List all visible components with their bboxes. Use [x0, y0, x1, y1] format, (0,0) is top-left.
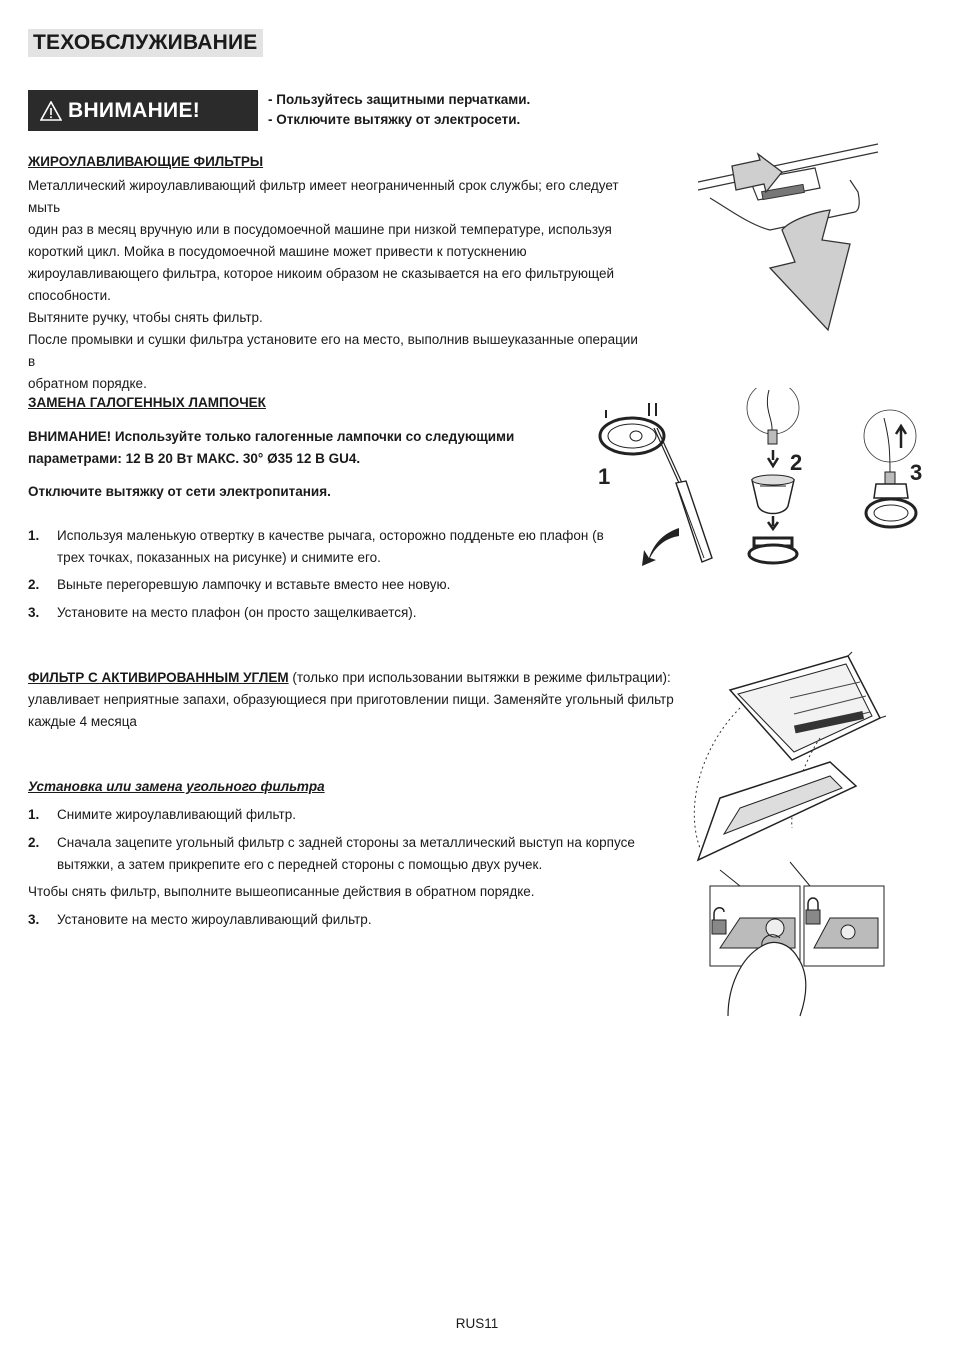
warning-triangle-icon — [40, 101, 62, 121]
carbon-step-1 — [28, 804, 648, 826]
step-number: 3. — [28, 605, 40, 620]
text-line: параметрами: 12 В 20 Вт МАКС. 30° Ø35 12 В GU4. — [28, 451, 361, 466]
step-number: 1. — [28, 807, 40, 822]
halogen-warning — [28, 426, 514, 470]
step-text: Используя маленькую отвертку в качестве рычага, осторожно подденьте ею плафон (в — [57, 528, 604, 543]
warning-label: ВНИМАНИЕ! — [68, 98, 201, 122]
text-line: ВНИМАНИЕ! Используйте только галогенные лампочки со следующими — [28, 429, 515, 444]
carbon-step-2 — [28, 832, 648, 876]
step-text: Установите на место плафон (он просто защелкивается). — [57, 605, 417, 620]
step-text: Установите на место жироулавливающий фильтр. — [57, 912, 372, 927]
text-line: Вытяните ручку, чтобы снять фильтр. — [28, 310, 263, 325]
text-line: один раз в месяц вручную или в посудомоечной машине при низкой температуре, используя — [28, 222, 612, 237]
grease-filters-heading: ЖИРОУЛАВЛИВАЮЩИЕ ФИЛЬТРЫ — [28, 154, 264, 169]
halogen-step-2 — [28, 574, 608, 596]
halogen-heading: ЗАМЕНА ГАЛОГЕННЫХ ЛАМПОЧЕК — [28, 395, 266, 410]
figure-label-1: 1 — [598, 464, 611, 489]
carbon-heading-line — [28, 667, 671, 689]
page-number: RUS11 — [455, 1316, 499, 1331]
grease-filters-text — [28, 175, 648, 395]
text-line: Металлический жироулавливающий фильтр имеет неограниченный срок службы; его следует мыть — [28, 178, 619, 215]
warning-line: - Отключите вытяжку от электросети. — [268, 112, 521, 127]
step-text: Снимите жироулавливающий фильтр. — [57, 807, 296, 822]
halogen-step-1 — [28, 525, 608, 569]
carbon-step-3 — [28, 909, 648, 931]
grease-filter-illustration — [690, 140, 890, 335]
figure-label-2: 2 — [790, 450, 803, 475]
text-line: короткий цикл. Мойка в посудомоечной машине может привести к потускнению — [28, 244, 527, 259]
halogen-step-3 — [28, 602, 608, 624]
carbon-filter-illustration — [680, 648, 890, 1018]
step-text: вытяжки, а затем прикрепите его с передней стороны с помощью двух ручек. — [57, 857, 543, 872]
figure-label-3: 3 — [910, 460, 923, 485]
halogen-disconnect: Отключите вытяжку от сети электропитания. — [28, 484, 331, 499]
step-text: Выньте перегоревшую лампочку и вставьте вместо нее новую. — [57, 577, 451, 592]
step-number: 1. — [28, 528, 40, 543]
step-text: трех точках, показанных на рисунке) и снимите его. — [57, 550, 381, 565]
carbon-subheading: Установка или замена угольного фильтра — [28, 779, 325, 794]
text-line: способности. — [28, 288, 111, 303]
warning-lines — [268, 90, 530, 130]
text-line: улавливает неприятные запахи, образующиеся при приготовлении пищи. Заменяйте угольный фильтр — [28, 692, 674, 707]
page-title: ТЕХОБСЛУЖИВАНИЕ — [28, 29, 263, 57]
step-text: Сначала зацепите угольный фильтр с задней стороны за металлический выступ на корпусе — [57, 835, 635, 850]
carbon-remove-note: Чтобы снять фильтр, выполните вышеописанные действия в обратном порядке. — [28, 884, 535, 899]
step-number: 3. — [28, 912, 40, 927]
text-line: жироулавливающего фильтра, которое никоим образом не сказывается на его фильтрующей — [28, 266, 615, 281]
warning-line: - Пользуйтесь защитными перчатками. — [268, 92, 531, 107]
halogen-lamp-illustration — [594, 388, 939, 573]
carbon-heading-rest: (только при использовании вытяжки в режиме фильтрации): — [288, 670, 671, 685]
text-line: каждые 4 месяца — [28, 714, 137, 729]
warning-box — [28, 90, 258, 131]
step-number: 2. — [28, 835, 40, 850]
carbon-text — [28, 689, 674, 733]
text-line: После промывки и сушки фильтра установите его на место, выполнив вышеуказанные операции в — [28, 332, 638, 369]
text-line: обратном порядке. — [28, 376, 147, 391]
step-number: 2. — [28, 577, 40, 592]
carbon-heading: ФИЛЬТР С АКТИВИРОВАННЫМ УГЛЕМ — [28, 670, 289, 685]
